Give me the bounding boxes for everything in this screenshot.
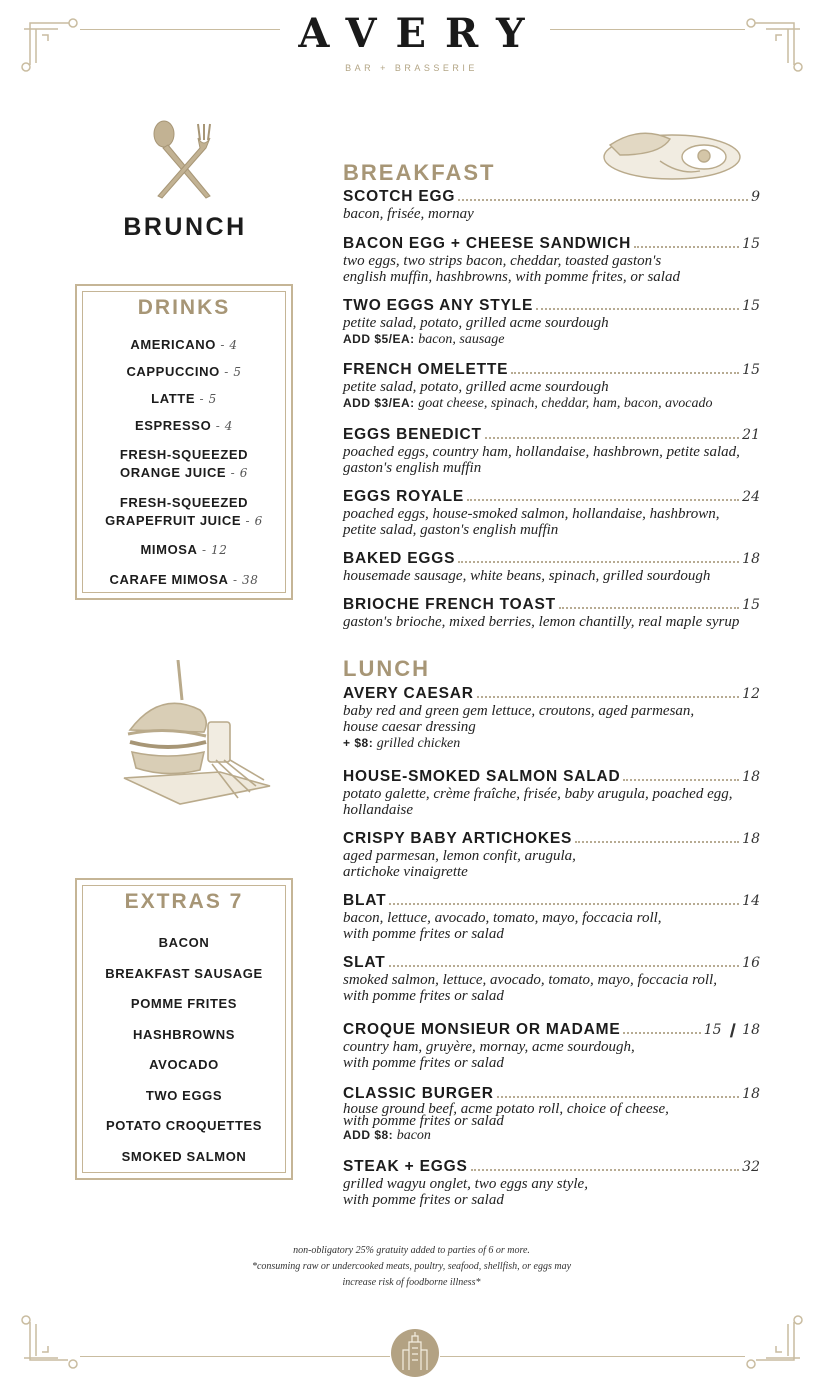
extra-item: BREAKFAST SAUSAGE xyxy=(105,965,263,981)
drink-item: LATTE - 5 xyxy=(151,391,217,406)
item-description: petite salad, gaston's english muffin xyxy=(343,522,559,538)
item-name: CROQUE MONSIEUR OR MADAME xyxy=(343,1021,621,1038)
item-name: SCOTCH EGG xyxy=(343,188,456,205)
item-name: EGGS ROYALE xyxy=(343,488,465,505)
footer-rule-left xyxy=(80,1356,390,1357)
extra-item: AVOCADO xyxy=(149,1057,219,1072)
item-description: smoked salmon, lettuce, avocado, tomato, mayo, foccacia roll, xyxy=(343,972,717,988)
item-price: 14 xyxy=(742,893,760,909)
footer-rule-right xyxy=(440,1356,745,1357)
menu-item xyxy=(343,297,760,348)
footer-notes xyxy=(0,1243,823,1291)
item-price: 15 xyxy=(742,236,760,252)
corner-ornament-top-left xyxy=(18,15,80,75)
brand-logo: AVERY xyxy=(298,10,544,57)
item-price: 24 xyxy=(742,489,760,505)
item-description: english muffin, hashbrowns, with pomme frites, or salad xyxy=(343,269,680,285)
drink-item: MIMOSA - 12 xyxy=(140,542,228,557)
extra-item: POMME FRITES xyxy=(130,996,238,1011)
item-name: BRIOCHE FRENCH TOAST xyxy=(343,596,556,613)
item-name: SLAT xyxy=(343,954,386,971)
item-description: with pomme frites or salad xyxy=(343,1113,504,1129)
item-description: with pomme frites or salad xyxy=(343,1055,504,1071)
item-name: AVERY CAESAR xyxy=(343,685,474,702)
item-description: bacon, frisée, mornay xyxy=(343,206,474,222)
item-description: hollandaise xyxy=(343,802,413,818)
building-emblem-icon xyxy=(390,1328,440,1378)
item-name: CLASSIC BURGER xyxy=(343,1085,494,1102)
footnote-line: *consuming raw or undercooked meats, poultry, seafood, shellfish, or eggs may xyxy=(251,1261,572,1272)
item-price: 9 xyxy=(751,189,760,205)
corner-ornament-bottom-right xyxy=(744,1312,806,1372)
item-description: two eggs, two strips bacon, cheddar, toasted gaston's xyxy=(343,253,662,269)
header-rule-left xyxy=(80,29,280,30)
menu-item xyxy=(343,1158,760,1208)
item-description: housemade sausage, white beans, spinach, grilled sourdough xyxy=(343,568,711,584)
extra-item: HASHBROWNS xyxy=(132,1026,236,1042)
extras-list xyxy=(80,934,288,1166)
brunch-title: BRUNCH xyxy=(123,213,247,241)
item-description: poached eggs, country ham, hollandaise, hashbrown, petite salad, xyxy=(343,444,740,460)
brand-tagline: BAR + BRASSERIE xyxy=(345,63,478,73)
item-price: 15 xyxy=(742,298,760,314)
item-description: petite salad, potato, grilled acme sourdough xyxy=(343,315,609,331)
item-addon: ADD $5/EA: bacon, sausage xyxy=(343,332,505,347)
breakfast-title: BREAKFAST xyxy=(343,160,496,185)
fork-spoon-icon xyxy=(148,120,220,200)
item-description: gaston's brioche, mixed berries, lemon chantilly, real maple syrup xyxy=(343,614,740,630)
item-price: 21 xyxy=(742,427,760,443)
item-addon: ADD $3/EA: goat cheese, spinach, cheddar, ham, bacon, avocado xyxy=(343,396,713,411)
menu-item xyxy=(343,488,760,538)
footnote-line: non-obligatory 25% gratuity added to parties of 6 or more. xyxy=(293,1245,530,1256)
item-description: with pomme frites or salad xyxy=(343,988,504,1004)
menu-item xyxy=(343,188,760,222)
menu-item xyxy=(343,892,760,942)
item-description: country ham, gruyère, mornay, acme sourdough, xyxy=(343,1039,635,1055)
corner-ornament-bottom-left xyxy=(18,1312,80,1372)
item-addon: ADD $8: bacon xyxy=(343,1128,431,1143)
menu-item xyxy=(343,1021,760,1071)
item-name: HOUSE-SMOKED SALMON SALAD xyxy=(343,768,621,785)
item-name: BAKED EGGS xyxy=(343,550,456,567)
drinks-list xyxy=(80,336,288,589)
drink-item: FRESH-SQUEEZED GRAPEFRUIT JUICE - 6 xyxy=(105,495,263,528)
drinks-title: DRINKS xyxy=(137,296,231,319)
item-name: TWO EGGS ANY STYLE xyxy=(343,297,534,314)
item-description: house ground beef, acme potato roll, choice of cheese, xyxy=(343,1101,669,1117)
menu-item xyxy=(343,954,760,1004)
item-price: 18 xyxy=(742,831,760,847)
item-description: with pomme frites or salad xyxy=(343,926,504,942)
item-price: 15 xyxy=(742,597,760,613)
item-name: CRISPY BABY ARTICHOKES xyxy=(343,830,573,847)
drink-item: CARAFE MIMOSA - 38 xyxy=(109,572,259,587)
extra-item: TWO EGGS xyxy=(145,1087,223,1103)
burger-illustration-icon xyxy=(120,660,280,810)
item-price: 18 xyxy=(742,1086,760,1102)
menu-item xyxy=(343,685,760,752)
drink-item: ESPRESSO - 4 xyxy=(134,418,234,433)
item-description: bacon, lettuce, avocado, tomato, mayo, foccacia roll, xyxy=(343,910,662,926)
item-description: petite salad, potato, grilled acme sourdough xyxy=(343,379,609,395)
item-description: gaston's english muffin xyxy=(343,460,482,476)
extra-item: POTATO CROQUETTES xyxy=(105,1118,263,1133)
menu-item xyxy=(343,235,760,285)
item-price: 18 xyxy=(742,769,760,785)
item-description: artichoke vinaigrette xyxy=(343,864,468,880)
drink-item: FRESH-SQUEEZED ORANGE JUICE - 6 xyxy=(119,447,249,480)
menu-item xyxy=(343,426,760,476)
item-price: 12 xyxy=(742,686,760,702)
item-description: with pomme frites or salad xyxy=(343,1192,504,1208)
item-description: grilled wagyu onglet, two eggs any style, xyxy=(343,1176,588,1192)
header-rule-right xyxy=(550,29,745,30)
item-name: FRENCH OMELETTE xyxy=(343,361,509,378)
item-name: BLAT xyxy=(343,892,387,909)
item-description: aged parmesan, lemon confit, arugula, xyxy=(343,848,576,864)
item-description: potato galette, crème fraîche, frisée, baby arugula, poached egg, xyxy=(343,786,733,802)
extras-title: EXTRAS 7 xyxy=(124,890,244,913)
menu-item xyxy=(343,361,760,412)
item-description: house caesar dressing xyxy=(343,719,476,735)
item-price: 16 xyxy=(742,955,760,971)
corner-ornament-top-right xyxy=(744,15,806,75)
extra-item: SMOKED SALMON xyxy=(121,1148,247,1164)
extra-item: BACON xyxy=(158,935,210,950)
item-name: EGGS BENEDICT xyxy=(343,426,482,443)
item-price: 18 xyxy=(742,551,760,567)
item-addon: + $8: grilled chicken xyxy=(343,736,461,751)
menu-item xyxy=(343,1085,760,1144)
footnote-line: increase risk of foodborne illness* xyxy=(342,1277,481,1288)
item-price: 15 xyxy=(742,362,760,378)
menu-item xyxy=(343,596,760,630)
item-price: 32 xyxy=(742,1159,760,1175)
eggs-illustration-icon xyxy=(600,125,750,185)
item-name: STEAK + EGGS xyxy=(343,1158,468,1175)
lunch-title: LUNCH xyxy=(343,656,430,681)
menu-item xyxy=(343,830,760,880)
item-description: baby red and green gem lettuce, croutons, aged parmesan, xyxy=(343,703,695,719)
drink-item: AMERICANO - 4 xyxy=(130,337,238,352)
menu-item xyxy=(343,768,760,818)
drink-item: CAPPUCCINO - 5 xyxy=(126,364,242,379)
item-price: 15 ❙ 18 xyxy=(703,1022,760,1038)
item-name: BACON EGG + CHEESE SANDWICH xyxy=(343,235,632,252)
menu-item xyxy=(343,550,760,584)
item-description: poached eggs, house-smoked salmon, hollandaise, hashbrown, xyxy=(343,506,720,522)
